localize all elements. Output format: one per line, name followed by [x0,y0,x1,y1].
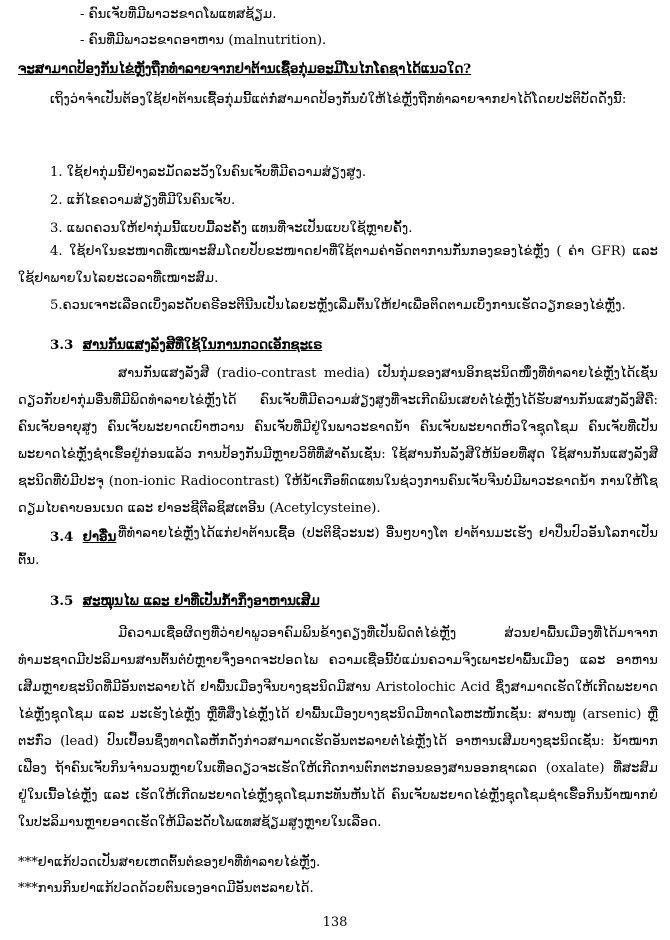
section-title: ສານກັນແສງລັງສີທີ່ໃຊ້ໃນການກວດເອັກຊະເຣ [82,337,323,353]
section-number: 3.4 [50,529,74,545]
bullet-item: - ຄົນທີ່ມີພາວະຂາດອາຫານ (malnutrition). [80,33,327,48]
list-item: 5.ຄວນເຈາະເລືອດເບິ່ງລະດັບຄຣີອະຕີນີນເປັນໄລຍະຫຼັງເລີ່ມຕົ້ນໃຫ້ຢາເພື່ອຕິດຕາມເບິ່ງການເຮັດວຽກຂອງໄຂ່ຫຼັງ. [50,298,626,313]
footnote: ***ຢາແກ້ປວດເປັນສາຍເຫດຕົ້ນຕໍຂອງຢາທີ່ທຳລາຍໄຂ່ຫຼັງ. [18,855,321,870]
list-item: 4. ໃຊ້ຢາໃນຂະໜາດທີ່ເໝາະສົມໂດຍປັບຂະໜາດຢາທີ່ໃຊ້ຕາມຄ່າອັດຕາການກັ່ນກອງຂອງໄຂ່ຫຼັງ ( ຄ່າ GFR) ແລະ ໃຊ້ຢາພາຍໃນໄລຍະເວລາທີ່ເໝາະສົມ. [18,244,658,286]
page-number: 138 [322,915,348,930]
intro-paragraph: ເຖິງວ່າຈຳເປັນຕ້ອງໃຊ້ຢາຕ້ານເຊື້ອກຸ່ມນີ້ແຕ່ກໍ່ສາມາດປ້ອງກັນບໍ່ໃຫ້ໄຂ່ຫຼັງຖືກທຳລາຍຈາກຢາໄດ້ໂດຍປະຕິບັດດັ່ງນີ້: [50,92,627,107]
section-number: 3.3 [50,337,74,353]
section-number: 3.5 [50,593,74,609]
section-heading-3-3 [50,336,322,354]
section-title: ຢາອື່ນ [82,529,117,545]
footnote: ***ການກິນຢາແກ້ປວດດ້ວຍຕົນເອງອາດມີອັນຕະລາຍໄດ້. [18,881,314,896]
section-body-3-3: ສານກັນແສງລັງສີ (radio-contrast media) ເປັນກຸ່ມຂອງສານອິກຊະນິດໜຶ່ງທີ່ທຳລາຍໄຂ່ຫຼັງໄດ້ເຊັ່ນດຽວກັບຢາກຸ່ມອື່ນທີ່ມີພິດທຳລາຍໄຂ່ຫຼັງໄດ້ ຄົນເຈັບທີ່ມີຄວາມສ່ຽງສູງທີ່ຈະເກີດພິນເສຍຕໍ່ໄຂ່ຫຼັງໄດ້ຮັບສານກັນແສງລັງສີຄື: ຄົນເຈັບອາຍຸສູງ ຄົນເຈັບພະຍາດເບົາຫວານ ຄົນເຈັບທີ່ມີຢູ່ໃນພາວະຂາດນ້ຳ ຄົນເຈັບພະຍາດຫົວໃຈຊຸດໂຊມ ຄົນເຈັບທີ່ເປັນພະຍາດໄຂ່ຫຼັງຊຳເຮື້ອຢູ່ກ່ອນແລ້ວ ການປ້ອງກັນມີຫຼາຍວິທີທີ່ສຳຄັນເຊັ່ນ: ໃຊ້ສານກັນລັງສີໃຫ້ນ້ອຍທີ່ສຸດ ໃຊ້ສານກັນແສງລັງສີຊະນິດທີ່ບໍ່ມີປະຈຸ (non-ionic Radiocontrast) ໃຫ້ນ້ຳເກືອທົດແທນໃນຊ່ວງການຄົນເຈັບຈີນບໍ່ມີພາວະຂາດນ້ຳ ການໃຫ້ໂຊດຽມໄບຄາບອນເນດ ແລະ ຢາອະຊີຕີລຊິສເຕອີນ (Acetylcysteine). [18,366,658,516]
list-item: 3. ແພດຄວນໃຫ້ຢາກຸ່ມນີ້ແບບມື້ລະຄັ້ງ ແທນທີ່ຈະເປັນແບບໃຊ້ຫຼາຍຄັ້ງ. [50,221,413,236]
section-body-3-5: ມີຄວາມເຊື່ອຜິດໆທີ່ວ່າຢາພູວອາຄົມພິນຂ້າງຄຽງທີ່ເປັນພິດຕໍ່ໄຂ່ຫຼັງ ສ່ວນຢາພື້ນເມືອງທີ່ໄດ້ມາຈາກທຳມະຊາດມີປະລິມານສານຕົ້ນຕໍບໍ່ຫຼາຍຈຶ່ງອາດຈະປອດໄພ ຄວາມເຊື່ອນີ້ບໍ່ແມ່ນຄວາມຈິງເພາະຢາພື້ນເມືອງ ແລະ ອາຫານເສີມຫຼາຍຊະນິດທີ່ມີອັນຕະລາຍໄດ້ ຢາພື້ນເມືອງຈີນບາງຊະນິດມີສານ Aristolochic Acid ຊຶ່ງສາມາດເຮັດໃຫ້ເກີດພະຍາດໄຂ່ຫຼັງຊຸດໂຊມ ແລະ ມະເຮັງໄຂ່ຫຼັງ ຫຼືທີ່ສິ່ງໄຂ່ຫຼັງໄດ້ ຢາພື້ນເມືອງບາງຊະນິດມີທາດໂລຫະໜັກເຊັ່ນ: ສານໜູ (arsenic) ຫຼືຕະກົ່ວ (lead) ປົນເປື້ອນຊຶ່ງທາດໂລຫັກດັ່ງກ່າວສາມາດເຮັດອັນຕະລາຍຕໍ່ໄຂ່ຫຼັງໄດ້ ອາຫານເສີມບາງຊະນິດເຊັ່ນ: ນ້ຳໝາກເຟືອງ ຖ້າຄົນເຈັບກິນຈຳນວນຫຼາຍໃນເທື່ອດຽວຈະເຮັດໃຫ້ເກີດການຕົກຕະກອນຂອງສານອອກຊາເລດ (oxalate) ທີ່ສະສົມຢູ່ໃນເນື້ອໄຂ່ຫຼັງ ແລະ ເຮັດໃຫ້ເກີດພະຍາດໄຂ່ຫຼັງຊຸດໂຊມກະທັນຫັນໄດ້ ຄົນເຈັບພະຍາດໄຂ່ຫຼັງຊຸດໂຊມຊຳເຮື້ອກິນນ້ຳໝາກຍໍໃນປະລິມານຫຼາຍອາດເຮັດໃຫ້ມີລະດັບໂພແທສຊ້ຽມສູງຫຼາຍໃນເລືອດ. [18,626,658,830]
section-heading-3-5 [50,592,320,610]
question-heading: ຈະສາມາດປ້ອງກັນໄຂ່ຫຼັງຖືກທຳລາຍຈາກຢາຕ້ານເຊື້ອກຸ່ມອະມີໂນໄກໂຄຊາໄດ້ແນວໃດ? [18,61,472,77]
section-body-3-4: ທີ່ທຳລາຍໄຂ່ຫຼັງໄດ້ແກ່ຢາຕ້ານເຊື້ອ (ປະຕິຊີວະນະ) ອື່ນໆບາງໂຕ ຢາຕ້ານມະເຮັງ ຢາປິ່ນປົວອັນໂລກາເປັນຕົ້ນ. [18,526,658,568]
list-item: 2. ແກ້ໄຂຄວາມສ່ຽງທີ່ມີໃນຄົນເຈັບ. [50,193,236,208]
section-title: ສະໝຸນໄພ ແລະ ຢາທີ່ເປັນກ້ຳກິ່ງອາຫານເສີມ [82,593,320,609]
list-item: 1. ໃຊ້ຢາກຸ່ມນີ້ຢ່າງລະມັດລະວັງໃນຄົນເຈັບທີ່ມີຄວາມສ່ຽງສູງ. [50,165,367,180]
bullet-item: - ຄົນເຈັບທີ່ມີພາວະຂາດໂພແທສຊ້ຽມ. [80,7,277,22]
